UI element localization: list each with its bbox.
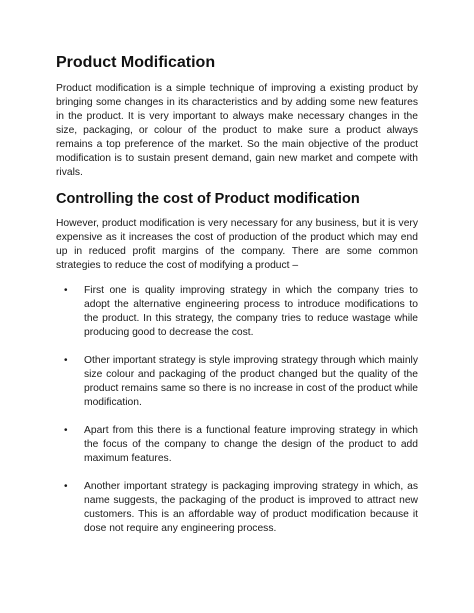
bullet-item [56,284,418,340]
document-content [56,54,418,550]
bullet-icon: • [64,355,68,366]
bullet-text: First one is quality improving strategy in which the company tries to adopt the alternative engineering process to introduce modifications to the product. In this strategy, the company tries to reduce wastage while producing good to decrease the cost. [84,285,418,338]
strategy-bullet-list [56,284,418,536]
bullet-text: Other important strategy is style improving strategy through which mainly size colour and packaging of the product changed but the quality of the product remains same so there is no increase in cost of the product while modification. [84,355,418,408]
bullet-item [56,354,418,410]
bullet-icon: • [64,285,68,296]
bullet-item [56,480,418,536]
bullet-item [56,424,418,466]
bullet-text: Another important strategy is packaging improving strategy in which, as name suggests, the packaging of the product is improved to attract new customers. This is an affordable way of product modification because it dose not require any engineering process. [84,481,418,534]
section-heading-product-modification: Product Modification [56,54,216,71]
bullet-text: Apart from this there is a functional feature improving strategy in which the focus of the company to change the design of the product to add maximum features. [84,425,418,464]
section-paragraph-controlling-cost: However, product modification is very necessary for any business, but it is very expensive as it increases the cost of production of the product which may end up in reduced profit margins of the company. There are some common strategies to reduce the cost of modifying a product – [56,218,418,271]
section-paragraph-product-modification: Product modification is a simple technique of improving a existing product by bringing some changes in its characteristics and by adding some new features in the product. It is very important to always make necessary changes in the size, packaging, or colour of the product to make sure a product always remains a top preference of the market. So the main objective of the product modification is to sustain present demand, gain new market and compete with rivals. [56,83,418,178]
section-heading-controlling-cost: Controlling the cost of Product modification [56,191,360,207]
bullet-icon: • [64,481,68,492]
bullet-icon: • [64,425,68,436]
